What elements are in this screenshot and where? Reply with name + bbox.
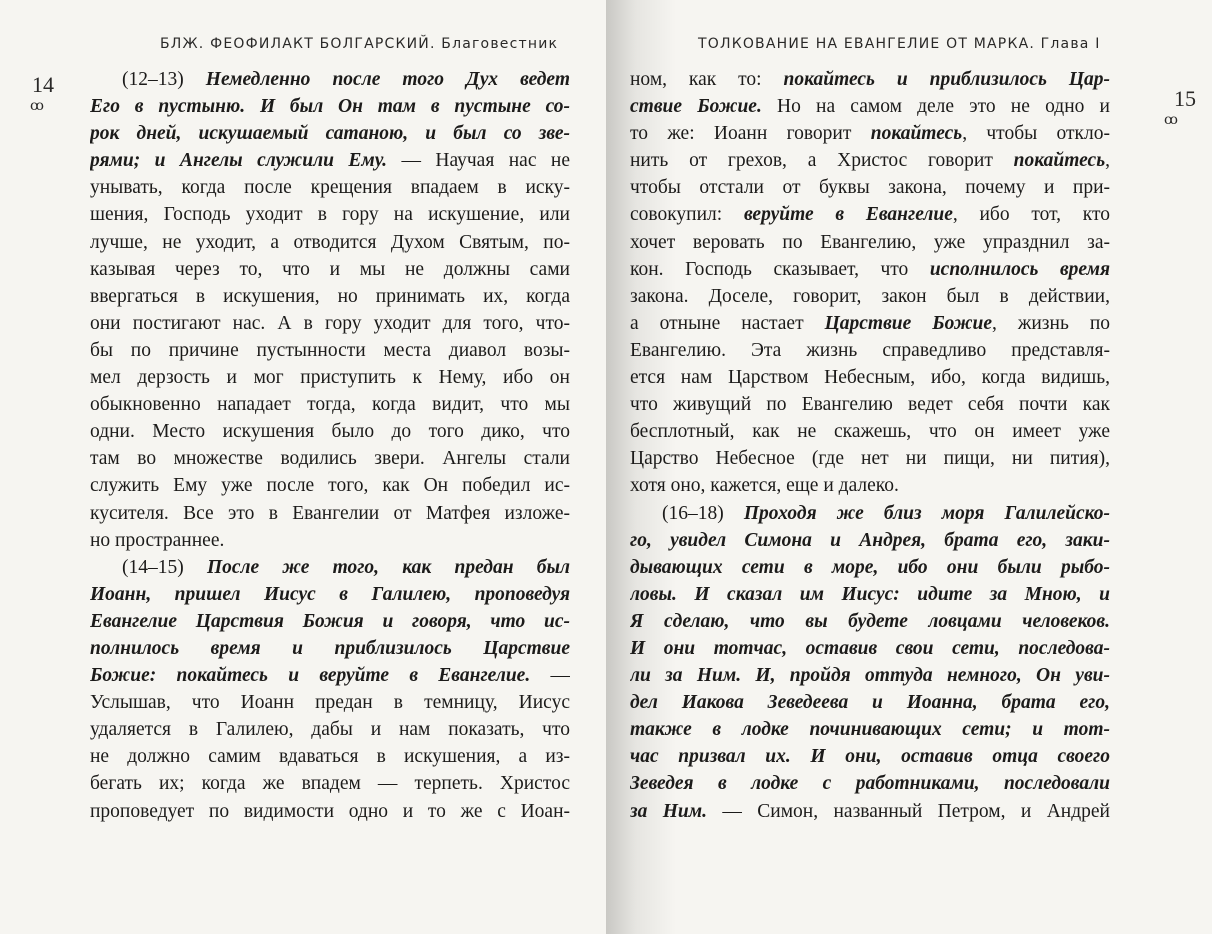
scripture-text: час призвал их. И они, оставив отца своего [630, 746, 1110, 768]
text-line [630, 391, 1110, 418]
commentary-text: шения, Господь уходит в гору на искушение, или [90, 204, 570, 226]
text-line [90, 201, 570, 228]
commentary-text: нить от грехов, а Христос говорит [630, 150, 1014, 172]
text-line [630, 256, 1110, 283]
commentary-text: проповедует по видимости одно и то же с Иоан- [90, 800, 570, 822]
commentary-text: там во множестве водились звери. Ангелы стали [90, 448, 570, 470]
scripture-text: за Ним. [630, 800, 707, 822]
text-line [90, 337, 570, 364]
scripture-text: также в лодке починивающих сети; и тот- [630, 719, 1110, 741]
commentary-text: — [530, 665, 570, 687]
page-number: 14 [32, 72, 54, 97]
scripture-text: исполнилось время [929, 258, 1110, 280]
scripture-text: веруйте в Евангелие [743, 204, 953, 226]
scripture-text: покайтесь [1013, 150, 1106, 172]
scripture-text: Проходя же близ моря Галилейско- [743, 502, 1110, 524]
text-line [630, 689, 1110, 716]
text-line [90, 174, 570, 201]
text-line [630, 445, 1110, 472]
scripture-text: ловы. И сказал им Иисус: идите за Мною, и [630, 583, 1110, 605]
commentary-text: бегать их; когда же впадем — терпеть. Христос [90, 773, 570, 795]
text-line [630, 472, 1110, 499]
scripture-text: дел Иакова Зеведеева и Иоанна, брата его, [630, 692, 1110, 714]
commentary-text: ется нам Царством Небесным, ибо, когда видишь, [630, 367, 1110, 389]
text-line [630, 554, 1110, 581]
commentary-text: совокупил: [630, 204, 744, 226]
commentary-text: унывать, когда после крещения впадаем в иску- [90, 177, 570, 199]
scripture-text: го, увидел Симона и Андрея, брата его, заки- [630, 529, 1110, 551]
text-line [630, 635, 1110, 662]
scripture-text: полнилось время и приблизилось Царствие [90, 637, 570, 659]
text-line [90, 391, 570, 418]
text-line [630, 364, 1110, 391]
scripture-text: Его в пустыню. И был Он там в пустыне со- [90, 96, 570, 118]
commentary-text: , чтобы отклo- [962, 123, 1110, 145]
text-line [630, 418, 1110, 445]
text-line [630, 66, 1110, 93]
right-page [606, 0, 1212, 934]
text-line [630, 770, 1110, 797]
commentary-text: (16–18) [662, 502, 744, 524]
text-line [90, 147, 570, 174]
scripture-text: После же того, как предан был [206, 556, 570, 578]
text-line [630, 500, 1110, 527]
commentary-text: , [1105, 150, 1110, 172]
text-line [90, 554, 570, 581]
scripture-text: Немедленно после того Дух ведет [205, 69, 570, 90]
text-line [630, 662, 1110, 689]
commentary-text: одни. Место искушения было до того дико, что [90, 421, 570, 443]
text-line [630, 608, 1110, 635]
commentary-text: но пространнее. [90, 529, 225, 551]
commentary-text: Но на самом деле это не одно и [761, 96, 1110, 118]
commentary-text: — Научая нас не [387, 150, 570, 172]
running-header: ТОЛКОВАНИЕ НА ЕВАНГЕЛИЕ ОТ МАРКА. Глава I [698, 36, 1101, 52]
text-line [90, 770, 570, 797]
text-line [630, 174, 1110, 201]
commentary-text: хочет веровать по Евангелию, уже упразднил за- [630, 231, 1110, 253]
commentary-text: хотя оно, кажется, еще и далеко. [630, 475, 899, 497]
text-line [90, 472, 570, 499]
text-line [90, 500, 570, 527]
scripture-text: Я сделаю, что вы будете ловцами человеков. [630, 610, 1110, 632]
text-line [90, 256, 570, 283]
commentary-text: удаляется в Галилею, дабы и нам показать, что [90, 719, 570, 741]
text-line [630, 201, 1110, 228]
commentary-text: обыкновенно нападает тогда, когда видит, что мы [90, 394, 570, 416]
commentary-text: Услышав, что Иоанн предан в темницу, Иисус [90, 692, 570, 714]
page-number: 15 [1174, 86, 1196, 111]
commentary-text: то же: Иоанн говорит [630, 123, 871, 145]
commentary-text: чтобы отстали от буквы закона, почему и при- [630, 177, 1110, 199]
commentary-text: бесплотный, как не скажешь, что он имеет уже [630, 421, 1110, 443]
text-line [630, 147, 1110, 174]
commentary-text: ввергаться в искушения, но принимать их, когда [90, 285, 570, 307]
text-line [630, 527, 1110, 554]
scripture-text: Зеведея в лодке с работниками, последовали [630, 773, 1110, 795]
commentary-text: кон. Господь сказывает, что [630, 258, 930, 280]
commentary-text: бы по причине пустынности места диавол возы- [90, 339, 570, 361]
commentary-text: служить Ему уже после того, как Он победил ис- [90, 475, 570, 497]
scripture-text: Божие: покайтесь и веруйте в Евангелие. [90, 665, 531, 687]
commentary-text: они постигают нас. А в гору уходит для того, что- [90, 312, 570, 334]
commentary-text: , ибо тот, кто [952, 204, 1110, 226]
commentary-text: кусителя. Все это в Евангелии от Матфея изложе- [90, 502, 570, 524]
text-line [630, 743, 1110, 770]
text-line [90, 581, 570, 608]
text-line [90, 635, 570, 662]
text-line [90, 418, 570, 445]
ornament-icon: ꝏ [30, 98, 43, 114]
text-line [630, 310, 1110, 337]
commentary-text: Царство Небесное (где нет ни пищи, ни пития), [630, 448, 1110, 470]
commentary-text: мел дерзость и мог приступить к Нему, ибо он [90, 367, 570, 389]
commentary-text: (14–15) [122, 556, 207, 578]
commentary-text: (12–13) [122, 69, 206, 90]
text-line [90, 445, 570, 472]
commentary-text: что живущий по Евангелию ведет себя почти как [630, 394, 1110, 416]
text-line [90, 93, 570, 120]
scripture-text: Евангелие Царствия Божия и говоря, что ис- [90, 610, 570, 632]
commentary-text: , жизнь по [992, 312, 1110, 334]
text-line [90, 364, 570, 391]
page-body [90, 66, 570, 825]
text-line [90, 798, 570, 825]
scripture-text: И они тотчас, оставив свои сети, последова- [630, 637, 1110, 659]
commentary-text: закона. Доселе, говорит, закон был в действии, [630, 285, 1110, 307]
running-header: БЛЖ. ФЕОФИЛАКТ БОЛГАРСКИЙ. Благовестник [160, 36, 559, 52]
text-line [630, 229, 1110, 256]
commentary-text: Евангелию. Эта жизнь справедливо представля- [630, 339, 1110, 361]
text-line [90, 716, 570, 743]
scripture-text: Иоанн, пришел Иисус в Галилею, проповедуя [90, 583, 570, 605]
scripture-text: ствие Божие. [630, 96, 762, 118]
text-line [90, 608, 570, 635]
scripture-text: рями; и Ангелы служили Ему. [90, 150, 388, 172]
commentary-text: — Симон, названный Петром, и Андрей [707, 800, 1110, 822]
commentary-text: казывая через то, что и мы не должны сами [90, 258, 570, 280]
text-line [90, 283, 570, 310]
text-line [90, 310, 570, 337]
text-line [90, 66, 570, 93]
scripture-text: покайтесь и приблизилось Цар- [783, 69, 1110, 90]
text-line [630, 798, 1110, 825]
commentary-text: не должно самим вдаваться в искушения, а из- [90, 746, 570, 768]
scripture-text: рок дней, искушаемый сатаною, и был со зве- [90, 123, 570, 145]
commentary-text: лучше, не уходит, а отводится Духом Святым, по- [90, 231, 570, 253]
commentary-text: ном, как то: [630, 69, 784, 90]
text-line [90, 527, 570, 554]
text-line [630, 337, 1110, 364]
text-line [630, 283, 1110, 310]
text-line [90, 743, 570, 770]
text-line [630, 581, 1110, 608]
text-line [630, 93, 1110, 120]
scripture-text: ли за Ним. И, пройдя оттуда немного, Он уви- [630, 665, 1110, 687]
scripture-text: покайтесь [870, 123, 963, 145]
scripture-text: Царствие Божие [824, 312, 993, 334]
text-line [90, 662, 570, 689]
text-line [630, 120, 1110, 147]
ornament-icon: ꝏ [1164, 112, 1177, 128]
text-line [90, 120, 570, 147]
text-line [630, 716, 1110, 743]
commentary-text: а отныне настает [630, 312, 825, 334]
scripture-text: дывающих сети в море, ибо они были рыбо- [630, 556, 1110, 578]
text-line [90, 689, 570, 716]
text-line [90, 229, 570, 256]
page-body [630, 66, 1110, 825]
